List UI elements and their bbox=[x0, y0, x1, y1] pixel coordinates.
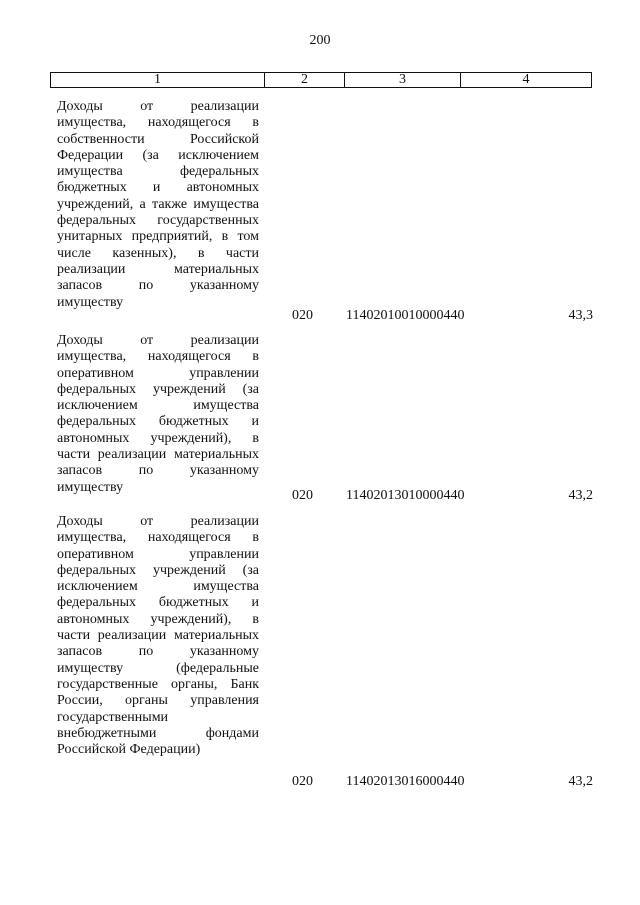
column-header-3: 3 bbox=[345, 73, 461, 88]
row-amount: 43,3 bbox=[568, 308, 593, 323]
row-amount: 43,2 bbox=[568, 488, 593, 503]
row-kbk: 11402013010000440 bbox=[346, 488, 465, 503]
row-description: Доходы от реализации имущества, находящегося в собственности Российской Федерации (за исключением имущества федеральных бюджетных и автономных учреждений, а также имущества федеральных государственных унитарных предприятий, в том числе казенных), в части реализации материальных запасов по указанному имуществу bbox=[57, 99, 259, 310]
row-amount: 43,2 bbox=[568, 774, 593, 789]
column-header-1: 1 bbox=[51, 73, 265, 88]
column-header-table bbox=[50, 72, 592, 88]
row-code: 020 bbox=[292, 774, 313, 789]
row-kbk: 11402013016000440 bbox=[346, 774, 465, 789]
row-kbk: 11402010010000440 bbox=[346, 308, 465, 323]
row-description: Доходы от реализации имущества, находящегося в оперативном управлении федеральных учреждений (за исключением имущества федеральных бюджетных и автономных учреждений), в части реализации материальных запасов по указанному имуществу bbox=[57, 333, 259, 495]
row-code: 020 bbox=[292, 308, 313, 323]
column-header-row bbox=[51, 73, 592, 88]
page-number: 200 bbox=[309, 33, 331, 48]
row-description: Доходы от реализации имущества, находящегося в оперативном управлении федеральных учреждений (за исключением имущества федеральных бюджетных и автономных учреждений), в части реализации материальных запасов по указанному имуществу (федеральные государственные органы, Банк России, органы управления государственными внебюджетными фондами Российской Федерации) bbox=[57, 514, 259, 758]
column-header-4: 4 bbox=[461, 73, 592, 88]
column-header-2: 2 bbox=[265, 73, 345, 88]
row-code: 020 bbox=[292, 488, 313, 503]
